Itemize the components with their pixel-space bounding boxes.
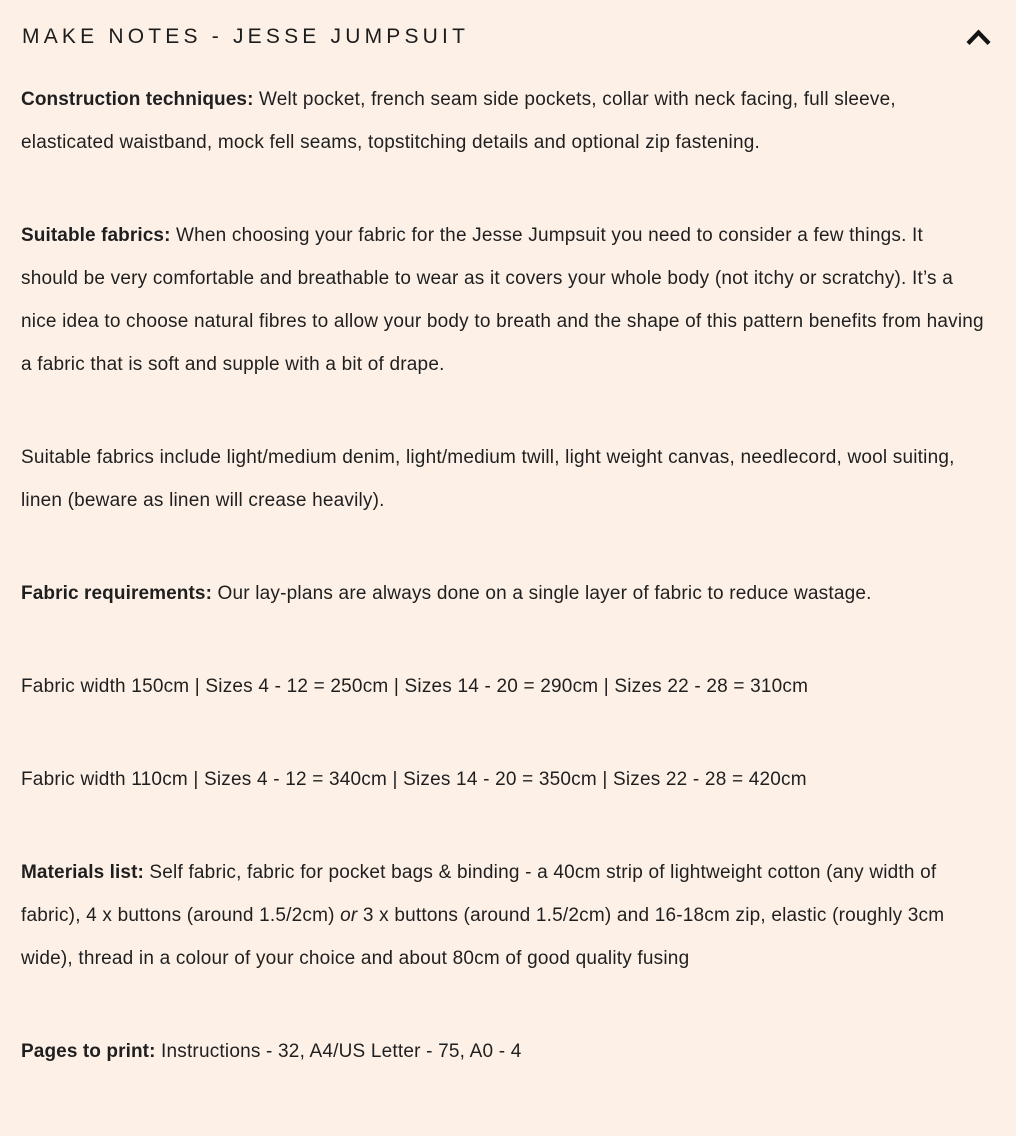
pages-to-print-text: Instructions - 32, A4/US Letter - 75, A0 - 4 bbox=[161, 1041, 522, 1062]
materials-list-label: Materials list: bbox=[21, 862, 144, 883]
fabric-requirements-paragraph bbox=[21, 572, 984, 615]
fabric-width-150-line bbox=[21, 665, 984, 708]
fabric-width-110-line bbox=[21, 758, 984, 801]
fabric-width-150-text: Fabric width 150cm | Sizes 4 - 12 = 250cm | Sizes 14 - 20 = 290cm | Sizes 22 - 28 = 310cm bbox=[21, 676, 809, 697]
fabric-requirements-text: Our lay-plans are always done on a single layer of fabric to reduce wastage. bbox=[217, 583, 872, 604]
suitable-fabrics-label: Suitable fabrics: bbox=[21, 225, 171, 246]
suitable-fabrics-list-paragraph bbox=[21, 436, 984, 522]
materials-list-or: or bbox=[340, 905, 358, 926]
materials-list-text-1: Self fabric, fabric for pocket bags & binding - a 40cm strip of lightweight cotton (any width of fabric), 4 x buttons (around 1.5/2cm) bbox=[21, 862, 937, 926]
suitable-fabrics-text: When choosing your fabric for the Jesse Jumpsuit you need to consider a few things. It should be very comfortable and breathable to wear as it covers your whole body (not itchy or scratchy). It’s a nice idea to choose natural fibres to allow your body to breath and the shape of this pattern benefits from having a fabric that is soft and supple with a bit of drape. bbox=[21, 225, 984, 375]
suitable-fabrics-paragraph bbox=[21, 214, 984, 386]
pages-to-print-label: Pages to print: bbox=[21, 1041, 156, 1062]
construction-techniques-paragraph bbox=[21, 78, 984, 164]
suitable-fabrics-list-text: Suitable fabrics include light/medium denim, light/medium twill, light weight canvas, needlecord, wool suiting, linen (beware as linen will crease heavily). bbox=[21, 447, 955, 511]
construction-techniques-text: Welt pocket, french seam side pockets, collar with neck facing, full sleeve, elasticated waistband, mock fell seams, topstitching details and optional zip fastening. bbox=[21, 89, 896, 153]
chevron-up-icon[interactable] bbox=[965, 29, 992, 46]
pages-to-print-paragraph bbox=[21, 1030, 984, 1073]
fabric-width-110-text: Fabric width 110cm | Sizes 4 - 12 = 340cm | Sizes 14 - 20 = 350cm | Sizes 22 - 28 = 420cm bbox=[21, 769, 807, 790]
materials-list-text-2: 3 x buttons (around 1.5/2cm) and 16-18cm zip, elastic (roughly 3cm wide), thread in a colour of your choice and about 80cm of good quality fusing bbox=[21, 905, 945, 969]
fabric-requirements-label: Fabric requirements: bbox=[21, 583, 212, 604]
section-title: MAKE NOTES - JESSE JUMPSUIT bbox=[22, 25, 470, 48]
materials-list-paragraph bbox=[21, 851, 984, 980]
construction-techniques-label: Construction techniques: bbox=[21, 89, 254, 110]
accordion-body bbox=[0, 78, 1016, 1073]
accordion-header-make-notes[interactable] bbox=[0, 0, 1016, 50]
